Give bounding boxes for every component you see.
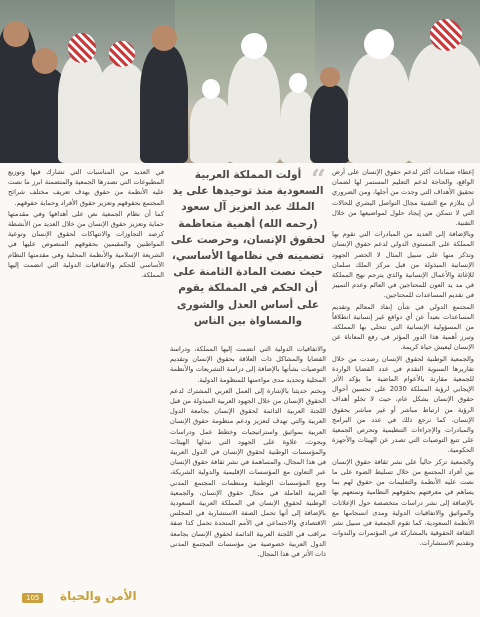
page-footer — [0, 583, 480, 617]
page-number: 105 — [22, 593, 43, 603]
paragraph: في العديد من المناسبات التي تشارك فيها وتوزيع المطبوعات التي تصدرها الجمعية والمتضمنة ابرز ما نصت عليه الأنظمة من حقوق بهدف تعريف مختلف شرائح المجتمع بحقوقهم وتعزيز حقوق الأفراد وحماية حقوقهم. — [8, 168, 164, 207]
paragraph: إعطاء ضمانات أكثر لدعم حقوق الإنسان على أرض الواقع، والحاجة لدعم التعليم المستمر لها لضمان تحقيق الأهداف التي وجدت من أجلها، ومن الضروري أن يتلازم مع التقنية مجال التواصل البشري للحالات التي لا تتمكن من إيجاد حلول لمواضيعها من خلال التقنية. — [332, 168, 474, 228]
article-column-left — [8, 167, 164, 567]
photo-person — [190, 97, 232, 163]
paragraph: كما أن نظام الجمعية نص على أهدافها وفي مقدمتها حماية وتعزيز حقوق الإنسان من خلال العديد من الأنشطة كرصد التجاوزات والانتهاكات لحقوق الإنسان وتوعية المواطنين والمقيمين بحقوقهم المنصوص عليها في الشريعة الإسلامية والأنظمة المحلية وفي مقدمتها النظام الأساسي للحكم والاتفاقيات الدولية التي انضمت إليها المملكة. — [8, 209, 164, 280]
paragraph: المجتمع الدولي في شأن إنفاذ المعالم وتقديم المساعدات بعيداً عن أي دوافع غير إنسانية انطلاقاً من المسؤولية الإنسانية التي تتحلى بها المملكة، وتبرز أهمية هذا الدور المؤثر في رفع المعاناة عن الإنسان ليعيش حياة كريمة. — [332, 302, 474, 352]
pull-quote — [170, 167, 326, 337]
quote-mark-icon: “ — [311, 165, 326, 195]
photo-person — [310, 85, 350, 163]
paragraph: وبالإضافة إلى العديد من المبادرات التي تقوم بها المملكة على المستوى الدولي لدعم حقوق الإنسان وتذكر منها على سبيل المثال لا الحصر الجهود الإنسانية المبذولة من قبل مركز الملك سلمان للإغاثة والأعمال الإنسانية والذي يترجم نهج المملكة في مد يد العون للمحتاجين في العالم وعدم التمييز في تقديم المساعدات للمحتاجين. — [332, 230, 474, 300]
paragraph: والجمعية الوطنية لحقوق الإنسان رصدت من خلال تقاريرها السنوية التقدم في عدد القضايا الواردة للجمعية مقارنة بالأعوام الماضية ما يؤكد الأثر الإيجابي لرؤية المملكة 2030 على تحسين أحوال حقوق الإنسان بشكل عام، حيث لا تخلو أهداف الرؤية من ارتباط مباشر أو غير مباشر بحقوق الإنسان، كما نرجع ذلك في عدد من البرامج والمبادرات والإجراءات التنظيمية وتحرص الجمعية على تتبع التوصيات التي تصدر عن الهيئات والأجهزة الحكومية. — [332, 354, 474, 455]
article-column-middle — [170, 344, 326, 572]
photo-person — [408, 43, 480, 163]
photo-person — [348, 53, 410, 163]
header-photo — [0, 0, 480, 163]
magazine-name: الأمن والحياة — [60, 589, 137, 603]
photo-person — [140, 45, 188, 163]
photo-person — [228, 55, 280, 163]
paragraph: والاتفاقيات الدولية التي انضمت إليها المملكة، ودراسة القضايا والمشاكل ذات العلاقة بحقوق الإنسان وتقديم التوصيات بشأنها بالإضافة إلى دراسة التشريعات والأنظمة المحلية وتحديد مدى مواءمتها للمنظومة الدولية. — [170, 345, 326, 384]
article-column-right — [332, 167, 474, 610]
pull-quote-text: أولت المملكة العربية السعودية منذ توحيدها على يد الملك عبد العزيز آل سعود (رحمه الله) أهمية متعاظمة لحقوق الإنسان، وحرصت على تضمينه في نظامها الأساسي، حيث نصت المادة الثامنة على أن الحكم في المملكة يقوم على أساس العدل والشورى والمساواة بين الناس — [170, 169, 326, 327]
paragraph: ونختم حديثنا بالإشارة إلى العمل العربي المشترك لدعم الحقوق الإنسان من خلال الجهود العربية المبذولة من قبل اللجنة العربية الدائمة لحقوق الإنسان بجامعة الدول العربية والتي تهدف لتعزيز ودعم منظومة حقوق الإنسان العربية بمواثيق واستراتيجيات وخطط عمل ودراسات وبحوث، علاوة على الجهود التي تبذلها الهيئات والمؤسسات الوطنية لحقوق الإنسان في الدول العربية في هذا المجال، والمساهمة في نشر ثقافة حقوق الإنسان عبر التعاون مع المؤسسات الإقليمية والدولية الشريكة، ومع المؤسسات الوطنية ومنظمات المجتمع المدني العربية العاملة في مجال حقوق الإنسان، والجمعية الوطنية لحقوق الإنسان في المملكة العربية السعودية بالإضافة إلى أنها تحمل الصفة الاستشارية في المجلس الاقتصادي والاجتماعي في الأمم المتحدة تحمل كذا صفة مراقب في اللجنة العربية الدائمة لحقوق الإنسان بجامعة الدول العربية خصوصية من مؤسسات المجتمع المدني ذات الأثر في هذا المجال. — [170, 386, 326, 559]
paragraph: والجمعية تركز حالياً على نشر ثقافة حقوق الإنسان بين أفراد المجتمع من خلال تسليط الضوء على ما نصت عليه الأنظمة والتعليمات من حقوق لهم بما يساهم في معرفتهم بحقوقهم النظامية وتمتعهم بها بالإضافة إلى نشر دراسات متخصصة حول الإعلانات والمواثيق والاتفاقيات الدولية ومدى انسجامها مع الأنظمة السعودية، كما تقوم الجمعية في سبيل نشر الثقافة الحقوقية بالمشاركة في المؤتمرات والندوات وتقديم الاستشارات. — [332, 457, 474, 548]
